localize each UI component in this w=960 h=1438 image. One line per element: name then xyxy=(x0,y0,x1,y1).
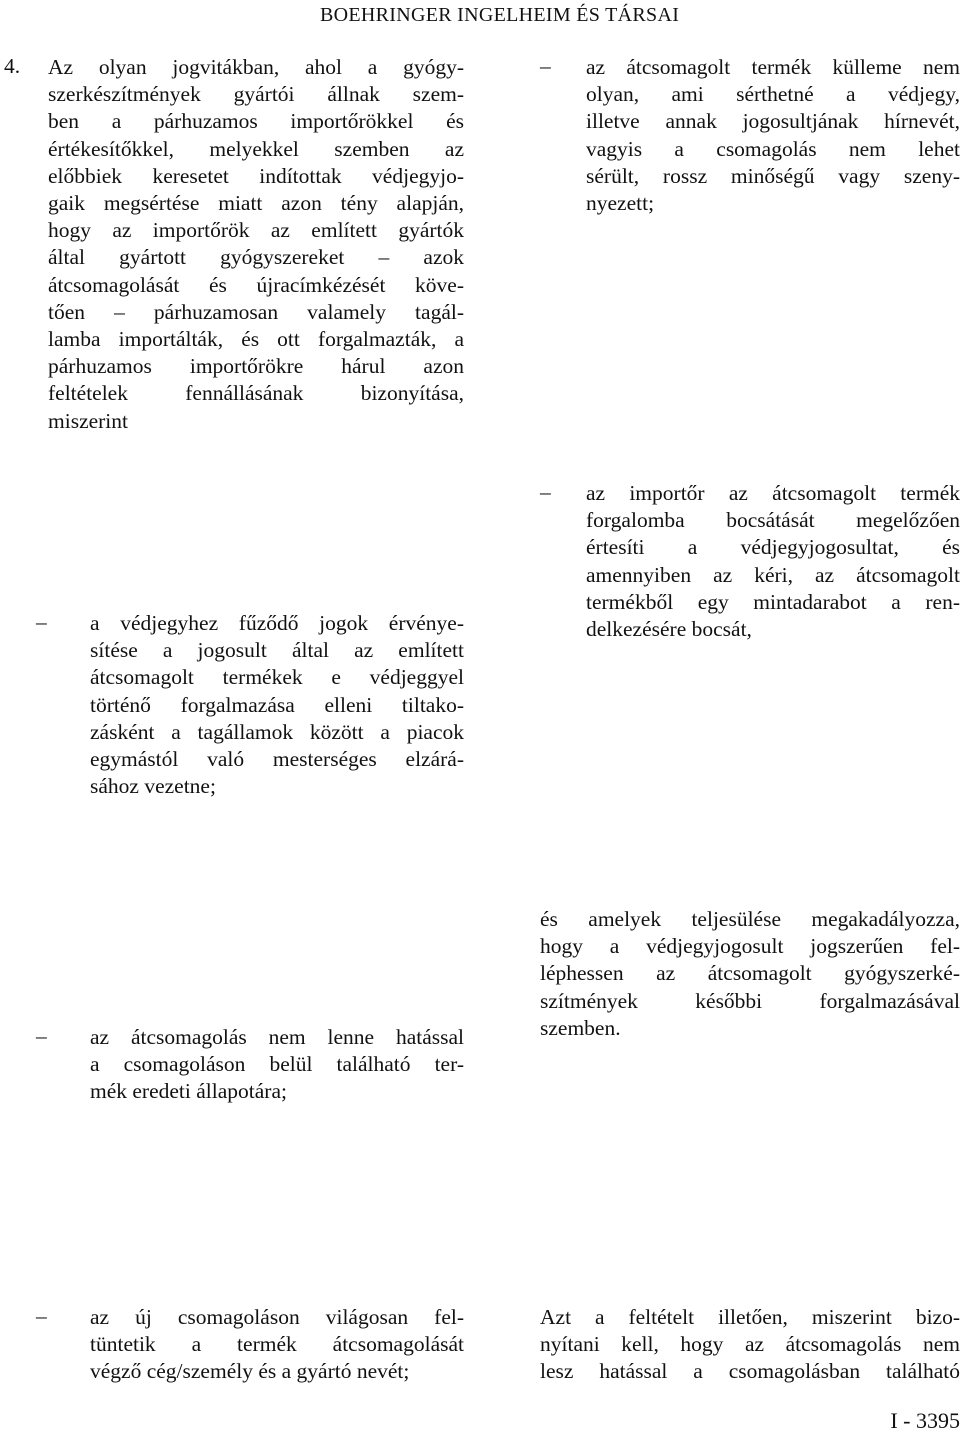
text-line: értesíti a védjegyjogosultat, és xyxy=(586,535,960,560)
text-line: átcsomagolását és újracímkézését köve- xyxy=(48,272,464,297)
text-line: zásként a tagállamok között a piacok xyxy=(90,719,464,744)
text-line: delkezésére bocsát, xyxy=(586,617,752,642)
dash-bullet: – xyxy=(36,1304,47,1328)
text-line: nyezett; xyxy=(586,191,655,216)
item-number: 4. xyxy=(4,54,21,78)
text-line: amennyiben az kéri, az átcsomagolt xyxy=(586,562,960,587)
text-line: hogy a védjegyjogosult jogszerűen fel- xyxy=(540,934,960,959)
text-line: szemben. xyxy=(540,1015,621,1040)
text-line: által gyártott gyógyszereket – azok xyxy=(48,245,464,270)
text-line: illetve annak jogosultjának hírnevét, xyxy=(586,109,960,134)
text-line: végző cég/személy és a gyártó nevét; xyxy=(90,1359,410,1384)
dash-bullet: – xyxy=(36,1024,47,1048)
text-line: léphessen az átcsomagolt gyógyszerké- xyxy=(540,961,960,986)
text-line: a védjegyhez fűződő jogok érvénye- xyxy=(90,611,464,635)
text-line: ben a párhuzamos importőrökkel és xyxy=(48,109,464,134)
condition-original-state xyxy=(90,1024,464,1106)
text-line: a csomagoláson belül található ter- xyxy=(90,1052,464,1077)
text-line: átcsomagolt termékek e védjeggyel xyxy=(90,665,464,690)
text-line: és amelyek teljesülése megakadályozza, xyxy=(540,907,960,931)
dash-bullet: – xyxy=(540,480,551,504)
text-line: feltételek fennállásának bizonyítása, xyxy=(48,381,464,406)
condition-notification xyxy=(586,480,960,643)
condition-appearance xyxy=(586,54,960,217)
text-line: Az olyan jogvitákban, ahol a gyógy- xyxy=(48,55,464,79)
text-line: párhuzamos importőrökre hárul azon xyxy=(48,354,464,379)
text-line: sérült, rossz minőségű vagy szeny- xyxy=(586,163,960,188)
text-line: sítése a jogosult által az említett xyxy=(90,638,464,663)
text-line: az új csomagoláson világosan fel- xyxy=(90,1305,464,1329)
text-line: gaik megsértése miatt azon tény alapján, xyxy=(48,191,464,216)
text-line: értékesítőkkel, melyekkel szemben az xyxy=(48,136,464,161)
text-line: történő forgalmazása elleni tiltako- xyxy=(90,692,464,717)
condition-partitioning xyxy=(90,610,464,800)
page-number: I - 3395 xyxy=(890,1408,960,1433)
text-line: tüntetik a termék átcsomagolását xyxy=(90,1332,464,1357)
text-line: hogy az importőrök az említett gyártók xyxy=(48,218,464,243)
dash-bullet: – xyxy=(36,610,47,634)
text-line: szítmények későbbi forgalmazásával xyxy=(540,988,960,1013)
text-line: az átcsomagolt termék külleme nem xyxy=(586,55,960,79)
text-line: tően – párhuzamosan valamely tagál- xyxy=(48,299,464,324)
running-header: BOEHRINGER INGELHEIM ÉS TÁRSAI xyxy=(320,4,680,26)
text-line: az átcsomagolás nem lenne hatással xyxy=(90,1025,464,1049)
text-line: miszerint xyxy=(48,408,129,433)
text-line: nyítani kell, hogy az átcsomagolás nem xyxy=(540,1332,960,1357)
text-line: mék eredeti állapotára; xyxy=(90,1079,287,1104)
text-line: lesz hatással a csomagolásban található xyxy=(540,1359,960,1384)
text-line: termékből egy mintadarabot a ren- xyxy=(586,589,960,614)
dash-bullet: – xyxy=(540,54,551,78)
item4-paragraph xyxy=(48,54,464,435)
text-line: Azt a feltételt illetően, miszerint bizo- xyxy=(540,1305,960,1329)
text-line: egymástól való mesterséges elzárá- xyxy=(90,747,464,772)
text-line: előbbiek keresetet indítottak védjegyjo- xyxy=(48,163,464,188)
text-line: sához vezetne; xyxy=(90,774,216,799)
text-line: az importőr az átcsomagolt termék xyxy=(586,481,960,505)
text-line: szerkészítmények gyártói állnak szem- xyxy=(48,82,464,107)
text-line: olyan, ami sérthetné a védjegy, xyxy=(586,82,960,107)
text-line: forgalomba bocsátását megelőzően xyxy=(586,508,960,533)
closing-paragraph xyxy=(540,906,960,1042)
text-line: lamba importálták, és ott forgalmazták, a xyxy=(48,327,464,352)
text-line: vagyis a csomagolás nem lehet xyxy=(586,136,960,161)
condition-labelling xyxy=(90,1304,464,1386)
final-paragraph xyxy=(540,1304,960,1386)
